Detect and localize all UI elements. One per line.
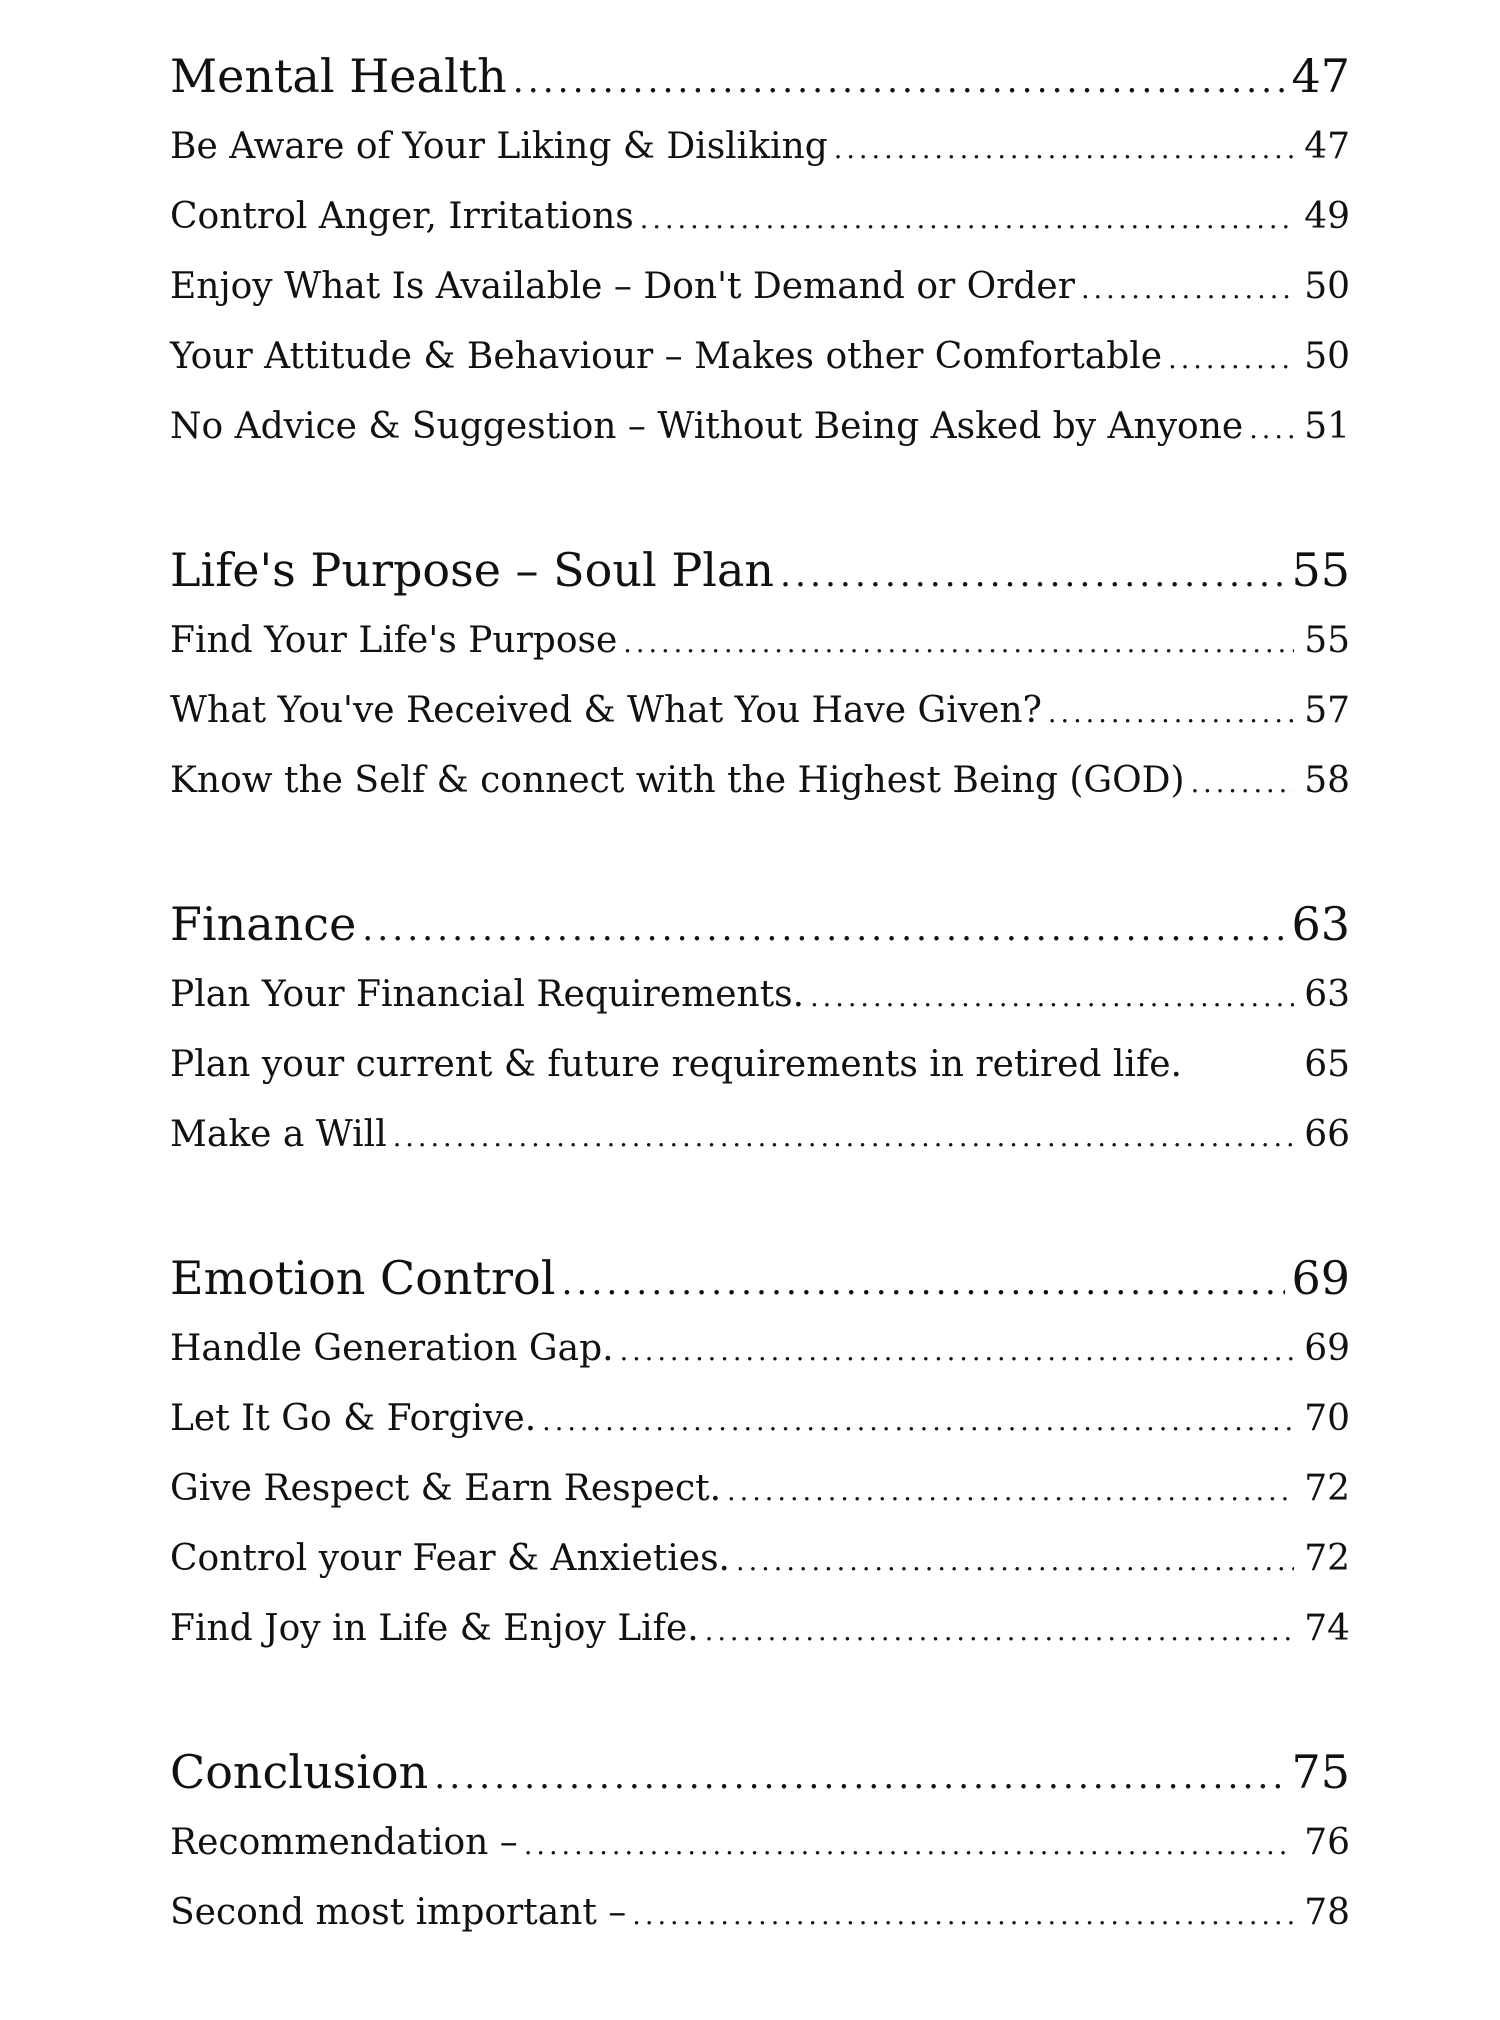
toc-page-number: 55	[1291, 543, 1350, 597]
dot-leader	[434, 1741, 1285, 1813]
dot-leader	[727, 1457, 1294, 1527]
table-of-contents	[170, 40, 1350, 2020]
toc-entry-title: Second most important –	[170, 1892, 627, 1933]
toc-section-lifes-purpose	[170, 534, 1350, 816]
toc-heading[interactable]	[170, 1736, 1350, 1808]
toc-entry-title: Find Joy in Life & Enjoy Life.	[170, 1608, 699, 1649]
dot-leader	[623, 609, 1294, 679]
toc-page-number: 63	[1291, 897, 1350, 951]
toc-entry-title: Be Aware of Your Liking & Disliking	[170, 126, 828, 167]
toc-page-number: 50	[1304, 336, 1350, 377]
toc-entry[interactable]	[170, 1030, 1350, 1100]
toc-entry[interactable]	[170, 1384, 1350, 1454]
toc-entry[interactable]	[170, 1524, 1350, 1594]
toc-section-mental-health	[170, 40, 1350, 462]
toc-entry-title: Control Anger, Irritations	[170, 196, 634, 237]
toc-heading-title: Mental Health	[170, 49, 507, 103]
toc-entry[interactable]	[170, 1314, 1350, 1384]
dot-leader	[1168, 325, 1294, 395]
dot-leader	[542, 1387, 1294, 1457]
dot-leader	[810, 963, 1294, 1033]
toc-page-number: 50	[1304, 266, 1350, 307]
dot-leader	[736, 1527, 1294, 1597]
toc-entry[interactable]	[170, 1454, 1350, 1524]
toc-page-number: 47	[1291, 49, 1350, 103]
dot-leader	[1191, 749, 1294, 819]
dot-leader	[620, 1317, 1294, 1387]
toc-page-number: 47	[1304, 126, 1350, 167]
toc-entry[interactable]	[170, 746, 1350, 816]
dot-leader	[362, 893, 1285, 965]
dot-leader	[524, 1811, 1294, 1881]
toc-entry[interactable]	[170, 112, 1350, 182]
toc-heading[interactable]	[170, 1242, 1350, 1314]
toc-entry-title: Handle Generation Gap.	[170, 1328, 614, 1369]
toc-entry-title: What You've Received & What You Have Given?	[170, 690, 1042, 731]
toc-page-number: 69	[1304, 1328, 1350, 1369]
toc-heading[interactable]	[170, 534, 1350, 606]
toc-page-number: 66	[1304, 1114, 1350, 1155]
toc-page-number: 51	[1304, 406, 1350, 447]
toc-entry[interactable]	[170, 182, 1350, 252]
dot-leader	[632, 1881, 1294, 1951]
toc-entry-title: Make a Will	[170, 1114, 387, 1155]
toc-entry-title: Recommendation –	[170, 1822, 518, 1863]
dot-leader	[513, 45, 1286, 117]
toc-page-number: 72	[1304, 1468, 1350, 1509]
toc-heading-title: Finance	[170, 897, 357, 951]
dot-leader	[834, 115, 1294, 185]
toc-entry-title: Plan your current & future requirements in retired life.	[170, 1044, 1182, 1085]
toc-entry-title: Find Your Life's Purpose	[170, 620, 618, 661]
toc-entry-title: Control your Fear & Anxieties.	[170, 1538, 730, 1579]
toc-page-number: 75	[1291, 1745, 1350, 1799]
toc-heading-title: Emotion Control	[170, 1251, 556, 1305]
toc-section-conclusion	[170, 1736, 1350, 1948]
toc-entry[interactable]	[170, 1594, 1350, 1664]
toc-page-number: 57	[1304, 690, 1350, 731]
dot-leader	[640, 185, 1294, 255]
toc-page-number: 65	[1304, 1044, 1350, 1085]
toc-page-number: 70	[1304, 1398, 1350, 1439]
toc-section-emotion-control	[170, 1242, 1350, 1664]
toc-entry-title: No Advice & Suggestion – Without Being Asked by Anyone	[170, 406, 1244, 447]
toc-entry-title: Enjoy What Is Available – Don't Demand or Order	[170, 266, 1075, 307]
toc-heading[interactable]	[170, 40, 1350, 112]
toc-heading-title: Conclusion	[170, 1745, 429, 1799]
dot-leader	[561, 1247, 1285, 1319]
dot-leader	[393, 1103, 1294, 1173]
dot-leader	[1048, 679, 1294, 749]
toc-page-number: 49	[1304, 196, 1350, 237]
toc-entry[interactable]	[170, 606, 1350, 676]
toc-entry[interactable]	[170, 676, 1350, 746]
toc-page-number: 74	[1304, 1608, 1350, 1649]
toc-page-number: 69	[1291, 1251, 1350, 1305]
dot-leader	[705, 1597, 1294, 1667]
toc-page-number: 78	[1304, 1892, 1350, 1933]
dot-leader	[1081, 255, 1294, 325]
toc-page-number: 76	[1304, 1822, 1350, 1863]
toc-page-number: 55	[1304, 620, 1350, 661]
toc-entry-title: Give Respect & Earn Respect.	[170, 1468, 722, 1509]
toc-entry-title: Know the Self & connect with the Highest Being (GOD)	[170, 760, 1185, 801]
toc-entry[interactable]	[170, 392, 1350, 462]
toc-entry[interactable]	[170, 1878, 1350, 1948]
toc-entry-title: Your Attitude & Behaviour – Makes other Comfortable	[170, 336, 1163, 377]
toc-entry[interactable]	[170, 1808, 1350, 1878]
toc-entry[interactable]	[170, 252, 1350, 322]
toc-entry[interactable]	[170, 960, 1350, 1030]
toc-page-number: 58	[1304, 760, 1350, 801]
toc-page-number: 63	[1304, 974, 1350, 1015]
dot-leader	[1249, 395, 1294, 465]
toc-heading-title: Life's Purpose – Soul Plan	[170, 543, 775, 597]
toc-heading[interactable]	[170, 888, 1350, 960]
toc-entry-title: Plan Your Financial Requirements.	[170, 974, 805, 1015]
toc-entry[interactable]	[170, 1100, 1350, 1170]
toc-page-number: 72	[1304, 1538, 1350, 1579]
toc-section-finance	[170, 888, 1350, 1170]
toc-entry[interactable]	[170, 322, 1350, 392]
toc-entry-title: Let It Go & Forgive.	[170, 1398, 537, 1439]
dot-leader	[780, 539, 1285, 611]
